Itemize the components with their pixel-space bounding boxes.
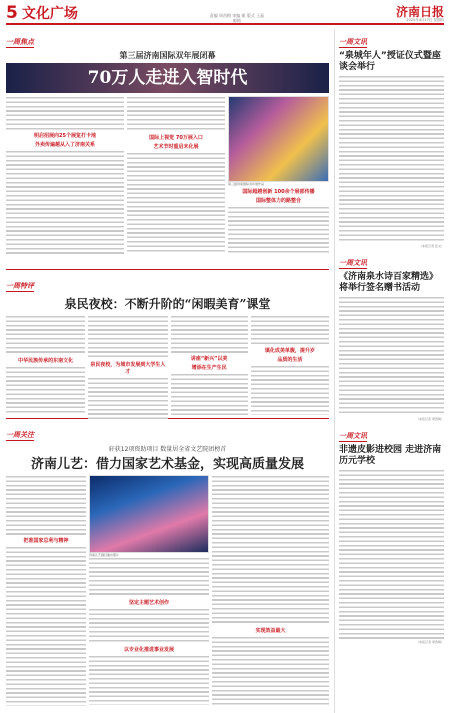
lead-col-center: [127, 96, 225, 266]
mid-text-block: [6, 315, 85, 355]
bottom-text-block: [212, 636, 329, 706]
lead-sub-center2: 艺术节时重启未化展: [153, 144, 199, 150]
bottom-pretitle: 轩获12项资助项目 数量居全省文艺院团榜首: [108, 446, 227, 453]
news-tag-1: 一周文讯: [339, 38, 367, 46]
news-text-1: [339, 75, 444, 243]
lead-pretitle: 第三届济南国际双年展闭幕: [119, 51, 216, 60]
mid-col-2: [88, 315, 167, 415]
news-title-3: 非遗皮影进校园 走进济南历元学校: [339, 445, 442, 466]
mid-col-3: [171, 315, 248, 415]
lead-text-block: [228, 206, 329, 254]
bottom-text-block: [89, 557, 209, 597]
lead-sub-right: 国际超越创新 100余个展部传播: [242, 189, 315, 195]
mid-sub4: 增添在生产生民: [191, 365, 227, 371]
lead-col-left: [6, 96, 124, 266]
lead-body: [6, 96, 329, 266]
bottom-body: [6, 475, 329, 713]
bottom-text-block: [212, 475, 329, 625]
bottom-col-2: [89, 475, 209, 713]
news-title-1: “泉城年人”授证仪式暨座谈会举行: [339, 51, 441, 72]
lead-text-block: [127, 152, 225, 254]
page-header: [6, 3, 444, 25]
section-heading: [6, 3, 78, 23]
mid-text-block: [251, 315, 329, 345]
bottom-text-block: [89, 655, 209, 705]
photo-caption: 第三届济南国际双年展作品: [228, 182, 265, 186]
news-byline-1: （本报记者 张文）: [419, 244, 444, 248]
lead-text-block: [6, 150, 124, 254]
mid-tag: 一周特评: [6, 282, 34, 290]
mid-text-block: [88, 377, 167, 421]
divider: [6, 269, 329, 270]
lead-sub-left: 明启招展向25个展览打卡地: [34, 133, 96, 139]
mid-text-block: [88, 315, 167, 359]
mid-sub3: 讲座“新兴”以美: [190, 356, 228, 362]
performance-photo: [89, 475, 209, 553]
lead-sub-center: 国际上视觉 70万展入口: [149, 135, 203, 141]
news-byline-3: （本报记者 周西梅）: [416, 640, 444, 644]
bottom-sub4: 实现效益最大: [255, 628, 286, 634]
mid-text-block: [6, 366, 85, 414]
bottom-text-block: [89, 608, 209, 644]
masthead: [396, 6, 444, 23]
mid-text-block: [251, 365, 329, 415]
mid-col-4: [251, 315, 329, 415]
news-tag-3: 一周文讯: [339, 432, 367, 440]
news-column: [334, 29, 444, 713]
divider: [6, 418, 329, 419]
mid-sub5: 填化成美单腹，提升岁: [264, 348, 315, 354]
editor-line: 责编 周西梅 审编 姬 版式 王晶: [209, 13, 265, 18]
lead-sub-left2: 外卖传遍越从入了济南关系: [34, 142, 95, 148]
lead-tag: 一周焦点: [6, 38, 34, 46]
lead-text-block: [127, 96, 225, 132]
news-text-3: [339, 469, 444, 639]
lead-text-block: [6, 96, 124, 130]
news-tag-2: 一周文讯: [339, 259, 367, 267]
mid-text-block: [171, 373, 248, 415]
mid-sub2: 泉民夜校，为城市发展到大学生人才: [90, 362, 166, 375]
page-number: 5: [6, 3, 18, 23]
bottom-col-1: [6, 475, 86, 713]
bottom-text-block: [6, 475, 86, 535]
lead-col-right: [228, 96, 329, 266]
exhibition-photo: [228, 96, 329, 182]
bottom-photo-caption: 济南儿艺剧目演出照片: [89, 553, 120, 557]
mid-col-1: [6, 315, 85, 415]
lead-sub-right2: 国际整体力的路整合: [255, 198, 301, 204]
mid-sub6: 品质的生活: [277, 357, 303, 363]
bottom-sub3: 以专业化推进事业发展: [123, 647, 174, 653]
issue-date: 2025年4月17日 星期四: [406, 18, 444, 22]
email-line: 邮箱: [232, 18, 241, 23]
paper-logo: 济南日报: [395, 5, 444, 19]
mid-body: [6, 315, 329, 415]
section-title: 文化广场: [21, 6, 78, 22]
bottom-text-block: [6, 546, 86, 706]
lead-title: 70万人走进入智时代: [6, 63, 329, 93]
news-title-2: 《济南泉水诗百家精选》将举行签名赠书活动: [339, 272, 439, 293]
mid-sub1: 中华民族传承的东南文化: [18, 358, 74, 364]
mid-title: 泉民夜校：不断升阶的“闲暇美育”课堂: [64, 297, 271, 311]
bottom-sub2: 坚定主题艺术创作: [128, 600, 169, 606]
editor-meta: [210, 13, 264, 23]
bottom-col-3: [212, 475, 329, 713]
bottom-title: 济南儿艺：借力国家艺术基金，实现高质量发展: [30, 457, 304, 472]
mid-text-block: [171, 315, 248, 353]
news-text-2: [339, 296, 444, 416]
bottom-tag: 一周关注: [6, 431, 34, 439]
news-byline-2: （本报记者 周西梅）: [416, 417, 444, 421]
main-column: [6, 29, 329, 713]
bottom-sub1: 把准国家总利与精神: [23, 538, 69, 544]
